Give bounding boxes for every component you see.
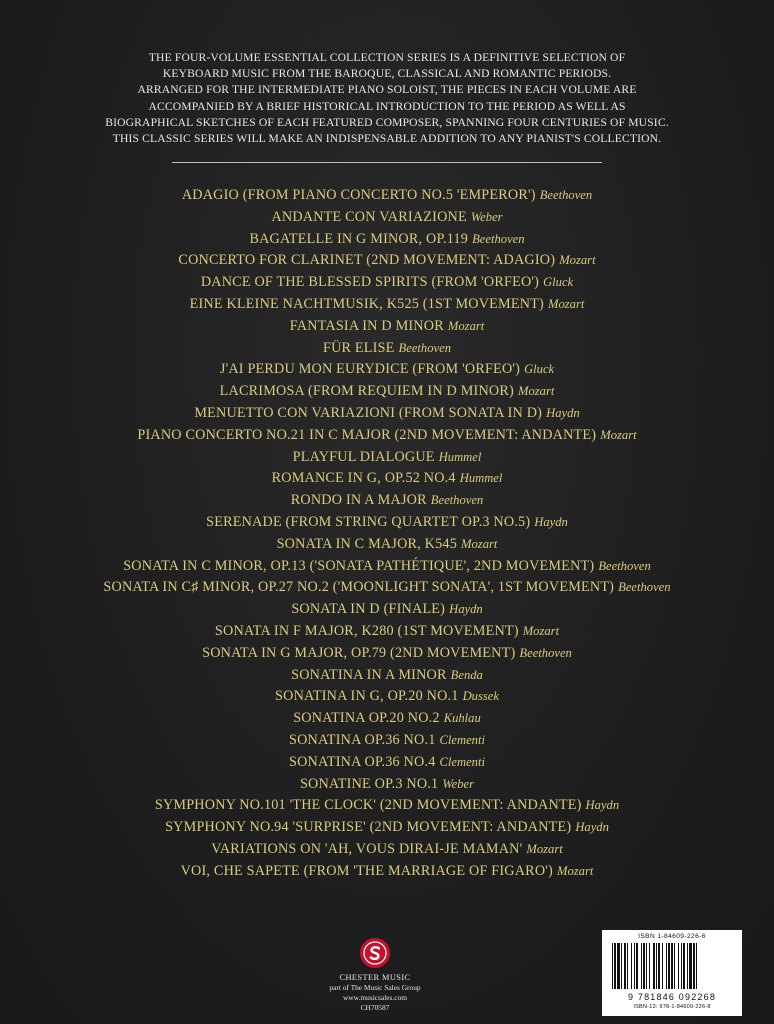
piece-title: FÜR ELISE <box>322 339 395 356</box>
chester-music-logo-icon <box>360 938 390 968</box>
piece-title: DANCE OF THE BLESSED SPIRITS (FROM 'ORFEO') <box>200 274 540 291</box>
piece-title: SERENADE (FROM STRING QUARTET OP.3 NO.5) <box>206 513 531 530</box>
piece-title: BAGATELLE IN G MINOR, OP.119 <box>249 230 469 247</box>
piece-item <box>0 358 774 380</box>
piece-title: SONATINA OP.36 NO.4 <box>289 753 436 770</box>
piece-item <box>0 555 774 577</box>
piece-composer: Mozart <box>522 623 560 638</box>
piece-item <box>0 685 774 707</box>
publisher-block <box>300 938 450 1013</box>
piece-item <box>0 751 774 773</box>
divider-rule <box>172 162 602 163</box>
piece-title: VARIATIONS ON 'AH, VOUS DIRAI-JE MAMAN' <box>211 840 523 857</box>
piece-item <box>0 533 774 555</box>
publisher-parent: part of The Music Sales Group <box>329 983 421 992</box>
piece-item <box>0 184 774 206</box>
intro-line: THIS CLASSIC SERIES WILL MAKE AN INDISPENSABLE ADDITION TO ANY PIANIST'S COLLECTION. <box>112 132 662 146</box>
intro-line: ACCOMPANIED BY A BRIEF HISTORICAL INTRODUCTION TO THE PERIOD AS WELL AS <box>148 99 626 113</box>
piece-composer: Beethoven <box>398 340 451 355</box>
piece-composer: Beethoven <box>430 493 484 508</box>
piece-title: ROMANCE IN G, OP.52 NO.4 <box>271 470 456 487</box>
piece-item <box>0 489 774 511</box>
piece-title: VOI, CHE SAPETE (FROM 'THE MARRIAGE OF FIGARO') <box>180 862 553 879</box>
piece-item <box>0 249 774 271</box>
piece-item <box>0 860 774 882</box>
piece-item <box>0 707 774 729</box>
piece-composer: Gluck <box>524 362 555 377</box>
piece-composer: Haydn <box>585 798 620 813</box>
piece-composer: Mozart <box>517 384 555 399</box>
piece-composer: Clementi <box>439 754 485 769</box>
piece-item <box>0 838 774 860</box>
barcode-digits: 9 781846 092268 <box>627 992 717 1002</box>
piece-title: SONATA IN C MINOR, OP.13 ('SONATA PATHÉTIQUE', 2ND MOVEMENT) <box>123 557 595 574</box>
piece-composer: Mozart <box>559 253 596 268</box>
piece-title: SONATA IN G MAJOR, OP.79 (2ND MOVEMENT) <box>202 644 516 661</box>
piece-title: SYMPHONY NO.94 'SURPRISE' (2ND MOVEMENT: ANDANTE) <box>165 819 572 836</box>
piece-composer: Hummel <box>459 471 503 486</box>
intro-line: KEYBOARD MUSIC FROM THE BAROQUE, CLASSICAL AND ROMANTIC PERIODS. <box>162 67 612 81</box>
piece-title: ADAGIO (FROM PIANO CONCERTO NO.5 'EMPEROR') <box>181 187 536 203</box>
piece-title: SONATA IN C♯ MINOR, OP.27 NO.2 ('MOONLIGHT SONATA', 1ST MOVEMENT) <box>103 579 615 596</box>
piece-title: SONATINA OP.20 NO.2 <box>293 710 440 727</box>
piece-composer: Haydn <box>449 602 483 617</box>
barcode-bars-icon <box>610 943 734 991</box>
catalog-number: CH70587 <box>360 1003 390 1012</box>
piece-item <box>0 424 774 446</box>
piece-title: MENUETTO CON VARIAZIONI (FROM SONATA IN D) <box>194 404 543 421</box>
piece-item <box>0 271 774 293</box>
isbn-label: ISBN 1-84609-226-6 <box>638 933 706 940</box>
piece-item <box>0 664 774 686</box>
piece-item <box>0 337 774 359</box>
piece-title: SONATINA OP.36 NO.1 <box>289 731 436 748</box>
piece-item <box>0 228 774 250</box>
piece-title: SYMPHONY NO.101 'THE CLOCK' (2ND MOVEMENT: ANDANTE) <box>154 797 582 814</box>
piece-item <box>0 729 774 751</box>
piece-composer: Beethoven <box>519 645 572 660</box>
piece-composer: Mozart <box>600 427 637 442</box>
piece-title: FANTASIA IN D MINOR <box>289 317 444 334</box>
piece-title: ANDANTE CON VARIAZIONE <box>271 208 467 225</box>
piece-title: EINE KLEINE NACHTMUSIK, K525 (1ST MOVEMENT) <box>189 295 544 312</box>
piece-item <box>0 446 774 468</box>
piece-composer: Weber <box>470 209 503 224</box>
isbn-barcode <box>602 930 742 1016</box>
piece-composer: Haydn <box>575 820 609 835</box>
piece-item <box>0 642 774 664</box>
piece-composer: Gluck <box>543 275 574 290</box>
piece-composer: Mozart <box>461 536 498 551</box>
piece-composer: Kuhlau <box>443 711 481 726</box>
piece-item <box>0 206 774 228</box>
piece-item <box>0 620 774 642</box>
piece-title: SONATA IN D (FINALE) <box>291 601 446 618</box>
piece-composer: Hummel <box>438 449 482 464</box>
piece-item <box>0 816 774 838</box>
piece-item <box>0 794 774 816</box>
piece-title: SONATINE OP.3 NO.1 <box>299 775 439 792</box>
piece-title: SONATA IN C MAJOR, K545 <box>276 535 458 552</box>
piece-composer: Mozart <box>556 863 594 878</box>
isbn13-label: ISBN-13: 978-1-84609-226-8 <box>633 1004 711 1010</box>
piece-title: SONATA IN F MAJOR, K280 (1ST MOVEMENT) <box>214 622 519 639</box>
intro-line: THE FOUR-VOLUME ESSENTIAL COLLECTION SERIES IS A DEFINITIVE SELECTION OF <box>148 51 626 64</box>
publisher-name: CHESTER MUSIC <box>339 973 411 982</box>
piece-composer: Benda <box>450 667 483 682</box>
piece-composer: Weber <box>442 776 475 791</box>
piece-title: SONATINA IN G, OP.20 NO.1 <box>275 688 459 705</box>
piece-composer: Haydn <box>534 514 568 529</box>
piece-title: RONDO IN A MAJOR <box>290 492 427 509</box>
piece-title: CONCERTO FOR CLARINET (2ND MOVEMENT: ADAGIO) <box>178 252 556 269</box>
piece-item <box>0 773 774 795</box>
piece-composer: Beethoven <box>539 188 593 202</box>
piece-composer: Mozart <box>547 296 585 311</box>
piece-item <box>0 380 774 402</box>
piece-item <box>0 293 774 315</box>
piece-composer: Mozart <box>526 841 563 856</box>
piece-composer: Beethoven <box>472 231 525 246</box>
piece-title: PIANO CONCERTO NO.21 IN C MAJOR (2ND MOVEMENT: ANDANTE) <box>137 426 597 443</box>
piece-title: PLAYFUL DIALOGUE <box>292 448 435 465</box>
piece-composer: Haydn <box>546 405 580 420</box>
series-description <box>90 50 684 147</box>
piece-composer: Dussek <box>462 689 499 704</box>
piece-composer: Beethoven <box>598 558 651 573</box>
piece-item <box>0 576 774 598</box>
piece-item <box>0 315 774 337</box>
piece-item <box>0 402 774 424</box>
piece-composer: Mozart <box>447 318 485 333</box>
piece-composer: Beethoven <box>618 580 671 595</box>
contents-list <box>0 184 774 882</box>
intro-line: BIOGRAPHICAL SKETCHES OF EACH FEATURED COMPOSER, SPANNING FOUR CENTURIES OF MUSIC. <box>105 115 669 129</box>
piece-item <box>0 598 774 620</box>
publisher-website: www.musicsales.com <box>343 993 407 1002</box>
intro-line: ARRANGED FOR THE INTERMEDIATE PIANO SOLOIST, THE PIECES IN EACH VOLUME ARE <box>137 83 637 97</box>
piece-item <box>0 511 774 533</box>
piece-title: J'AI PERDU MON EURYDICE (FROM 'ORFEO') <box>219 361 521 378</box>
piece-item <box>0 467 774 489</box>
piece-composer: Clementi <box>439 732 485 747</box>
piece-title: SONATINA IN A MINOR <box>291 666 447 683</box>
piece-title: LACRIMOSA (FROM REQUIEM IN D MINOR) <box>219 383 514 400</box>
